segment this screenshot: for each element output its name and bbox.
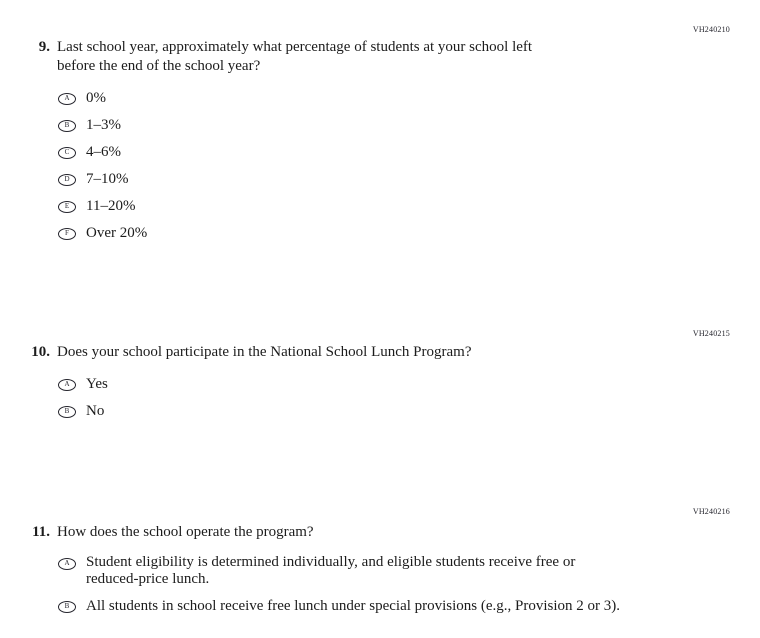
answer-label-line: Student eligibility is determined individually, and eligible students receive free or xyxy=(86,554,576,570)
bubble-letter: E xyxy=(64,202,70,210)
bubble-letter: A xyxy=(64,559,70,567)
answer-label: 1–3% xyxy=(86,117,121,133)
question-text-line: Last school year, approximately what percentage of students at your school left xyxy=(57,39,533,55)
bubble-letter: C xyxy=(64,148,70,156)
answer-bubble[interactable] xyxy=(58,93,76,105)
answer-bubble[interactable] xyxy=(58,406,76,418)
answer-label: Yes xyxy=(86,376,108,392)
question-code: VH240215 xyxy=(692,329,730,338)
answer-option xyxy=(58,402,760,420)
answer-label: 11–20% xyxy=(86,198,136,214)
question-11 xyxy=(0,523,760,624)
bubble-letter: A xyxy=(64,94,70,102)
answer-label-line: reduced-price lunch. xyxy=(86,571,210,587)
answer-option xyxy=(58,597,760,615)
question-text xyxy=(57,343,471,362)
answer-label: 0% xyxy=(86,90,106,106)
answer-bubble[interactable] xyxy=(58,379,76,391)
question-text-line: before the end of the school year? xyxy=(57,58,261,74)
answer-options xyxy=(0,89,760,242)
question-code: VH240216 xyxy=(692,507,730,516)
answer-bubble[interactable] xyxy=(58,601,76,613)
answer-label: No xyxy=(86,403,105,419)
bubble-letter: A xyxy=(64,380,70,388)
answer-option xyxy=(58,143,760,161)
answer-option xyxy=(58,375,760,393)
question-text xyxy=(57,38,532,76)
answer-option xyxy=(58,89,760,107)
bubble-letter: B xyxy=(64,407,70,415)
answer-option xyxy=(58,116,760,134)
question-number: 11. xyxy=(32,524,50,540)
answer-bubble[interactable] xyxy=(58,201,76,213)
question-10 xyxy=(0,343,760,429)
bubble-letter: B xyxy=(64,121,70,129)
bubble-letter: B xyxy=(64,602,70,610)
answer-option xyxy=(58,554,760,588)
answer-options xyxy=(0,554,760,615)
question-number: 10. xyxy=(31,344,50,360)
question-text-line: Does your school participate in the National School Lunch Program? xyxy=(57,344,472,360)
answer-option xyxy=(58,224,760,242)
answer-label: All students in school receive free lunch under special provisions (e.g., Provision 2 or 3). xyxy=(86,598,621,614)
answer-options xyxy=(0,375,760,420)
answer-bubble[interactable] xyxy=(58,558,76,570)
question-9 xyxy=(0,38,760,251)
answer-option xyxy=(58,170,760,188)
answer-bubble[interactable] xyxy=(58,228,76,240)
question-number: 9. xyxy=(38,39,50,55)
answer-bubble[interactable] xyxy=(58,120,76,132)
answer-bubble[interactable] xyxy=(58,147,76,159)
bubble-letter: F xyxy=(65,229,69,237)
question-text xyxy=(57,523,314,542)
answer-option xyxy=(58,197,760,215)
question-code: VH240210 xyxy=(692,25,730,34)
answer-label: 7–10% xyxy=(86,171,129,187)
question-text-line: How does the school operate the program? xyxy=(57,524,314,540)
bubble-letter: D xyxy=(64,175,70,183)
answer-label xyxy=(86,554,575,588)
answer-bubble[interactable] xyxy=(58,174,76,186)
answer-label: 4–6% xyxy=(86,144,121,160)
answer-label: Over 20% xyxy=(86,225,148,241)
